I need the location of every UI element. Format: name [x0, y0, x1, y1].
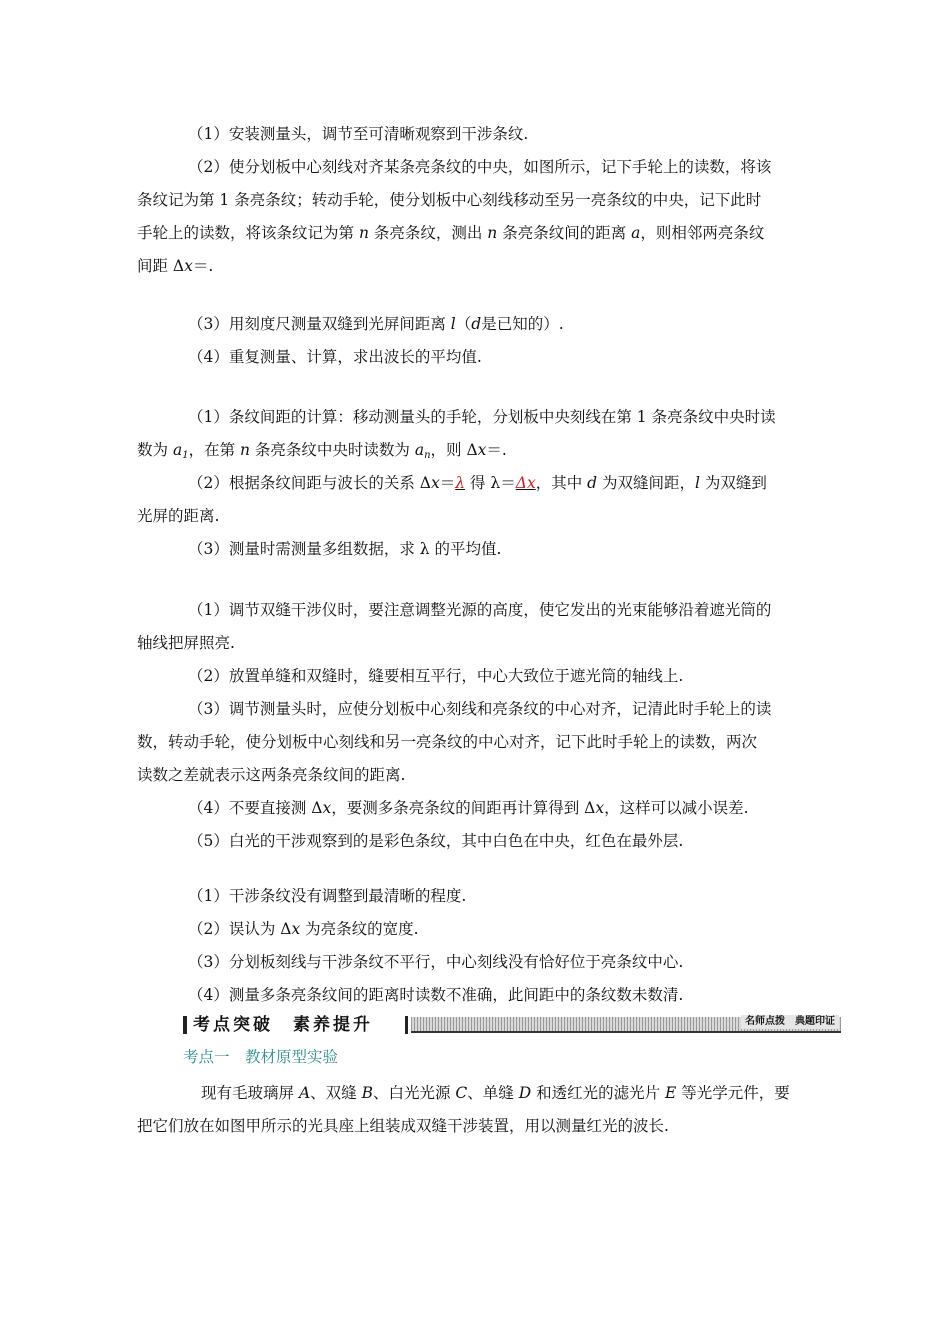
- text: ，这样可以减小误差.: [604, 799, 749, 817]
- banner-separator: [405, 1016, 408, 1034]
- text: ，在第: [188, 441, 240, 459]
- text: 现有毛玻璃屏: [201, 1084, 299, 1102]
- text: ，则相邻两亮条纹: [640, 224, 765, 242]
- text: 为双缝间距，: [597, 474, 696, 492]
- text: 手轮上的读数，将该条纹记为第: [137, 224, 359, 242]
- subscript: 1: [182, 450, 189, 461]
- note-1-line-2: 轴线把屏照亮.: [137, 634, 235, 652]
- problem-line-1: [201, 1077, 881, 1110]
- var-x: x: [322, 799, 332, 817]
- processing-1-line-1: （1）条纹间距的计算：移动测量头的手轮，分划板中央刻线在第 1 条亮条纹中央时读: [188, 408, 776, 426]
- section-banner: [183, 1014, 843, 1036]
- step-2-line-4: [137, 250, 817, 283]
- text: （2）误认为 Δ: [188, 920, 292, 938]
- text: ，则 Δ: [430, 441, 478, 459]
- var-d: d: [587, 474, 598, 492]
- var-A: A: [298, 1084, 311, 1102]
- answer-lambda: λ: [455, 474, 466, 492]
- text: 、双缝: [310, 1084, 362, 1102]
- text: （2）根据条纹间距与波长的关系 Δ: [188, 474, 431, 492]
- var-C: C: [455, 1084, 468, 1102]
- processing-2-line-2: 光屏的距离.: [137, 507, 220, 525]
- var-n: n: [240, 441, 250, 459]
- var-a: a: [172, 441, 183, 459]
- step-2-line-1: （2）使分划板中心刻线对齐某条亮条纹的中央，如图所示，记下手轮上的读数，将该: [188, 158, 772, 176]
- text: （3）用刻度尺测量双缝到光屏间距离: [188, 315, 451, 333]
- var-a: a: [631, 224, 641, 242]
- error-4: （4）测量多条亮条纹间的距离时读数不准确，此间距中的条纹数未数清.: [188, 986, 684, 1004]
- var-x: x: [477, 441, 487, 459]
- text: 等光学元件，要: [676, 1084, 790, 1102]
- text: ＝: [439, 474, 456, 492]
- text: 是已知的）.: [481, 315, 564, 333]
- text: 间距 Δ: [137, 257, 185, 275]
- banner-tag: 名师点拨 典题印证: [741, 1015, 839, 1029]
- note-3-line-2: 数，转动手轮，使分划板中心刻线和另一亮条纹的中心对齐，记下此时手轮上的读数，两次: [137, 733, 758, 751]
- text: （: [455, 315, 472, 333]
- text: 为双缝到: [699, 474, 767, 492]
- step-3: [188, 308, 868, 341]
- note-2: （2）放置单缝和双缝时，缝要相互平行，中心大致位于遮光筒的轴线上.: [188, 667, 684, 685]
- var-l: l: [695, 474, 700, 492]
- var-l: l: [450, 315, 456, 333]
- processing-3: （3）测量时需测量多组数据，求 λ 的平均值.: [188, 540, 502, 558]
- var-B: B: [361, 1084, 373, 1102]
- var-D: D: [518, 1084, 532, 1102]
- note-1-line-1: （1）调节双缝干涉仪时，要注意调整光源的高度，使它发出的光束能够沿着遮光筒的: [188, 601, 772, 619]
- var-d: d: [471, 315, 482, 333]
- text: 和透红光的滤光片: [531, 1084, 666, 1102]
- text: 、白光光源: [372, 1084, 456, 1102]
- section-heading: 考点一 教材原型实验: [183, 1048, 339, 1066]
- subscript: n: [424, 450, 431, 461]
- processing-2-line-1: [188, 467, 868, 500]
- text: 条亮条纹，测出: [368, 224, 488, 242]
- text: （4）不要直接测 Δ: [188, 799, 323, 817]
- text: 为亮条纹的宽度.: [300, 920, 419, 938]
- note-3-line-1: （3）调节测量头时，应使分划板中心刻线和亮条纹的中心对齐，记清此时手轮上的读: [188, 700, 772, 718]
- text: ＝.: [486, 441, 507, 459]
- var-x: x: [595, 799, 605, 817]
- step-2-line-3: [137, 217, 817, 250]
- text: ，要测多条亮条纹的间距再计算得到 Δ: [331, 799, 596, 817]
- text: 、单缝: [467, 1084, 519, 1102]
- step-4: （4）重复测量、计算，求出波长的平均值.: [188, 348, 482, 366]
- error-1: （1）干涉条纹没有调整到最清晰的程度.: [188, 887, 467, 905]
- var-n: n: [358, 224, 369, 242]
- var-n: n: [487, 224, 498, 242]
- text: 条亮条纹中央时读数为: [249, 441, 415, 459]
- problem-line-2: 把它们放在如图甲所示的光具座上组装成双缝干涉装置，用以测量红光的波长.: [137, 1117, 669, 1135]
- var-x: x: [184, 257, 193, 275]
- banner-title: 考点突破 素养提升: [193, 1015, 373, 1035]
- text: 得 λ＝: [465, 474, 516, 492]
- note-4: [188, 792, 868, 825]
- var-E: E: [665, 1084, 677, 1102]
- var-x: x: [430, 474, 440, 492]
- answer-delta-x: Δx: [515, 474, 536, 492]
- note-5: （5）白光的干涉观察到的是彩色条纹，其中白色在中央，红色在最外层.: [188, 832, 684, 850]
- text: ＝.: [192, 257, 214, 275]
- step-2-line-2: 条纹记为第 1 条亮条纹；转动手轮，使分划板中心刻线移动至另一亮条纹的中央，记下此时: [137, 191, 762, 209]
- note-3-line-3: 读数之差就表示这两条亮条纹间的距离.: [137, 766, 406, 784]
- error-3: （3）分划板刻线与干涉条纹不平行，中心刻线没有恰好位于亮条纹中心.: [188, 953, 684, 971]
- step-1: （1）安装测量头，调节至可清晰观察到干涉条纹.: [188, 125, 529, 143]
- text: ，其中: [535, 474, 588, 492]
- text: 条亮条纹间的距离: [497, 224, 632, 242]
- banner-left-bar: [183, 1016, 187, 1034]
- var-a: a: [414, 441, 425, 459]
- var-x: x: [291, 920, 301, 938]
- error-2: [188, 913, 868, 946]
- text: 数为: [137, 441, 173, 459]
